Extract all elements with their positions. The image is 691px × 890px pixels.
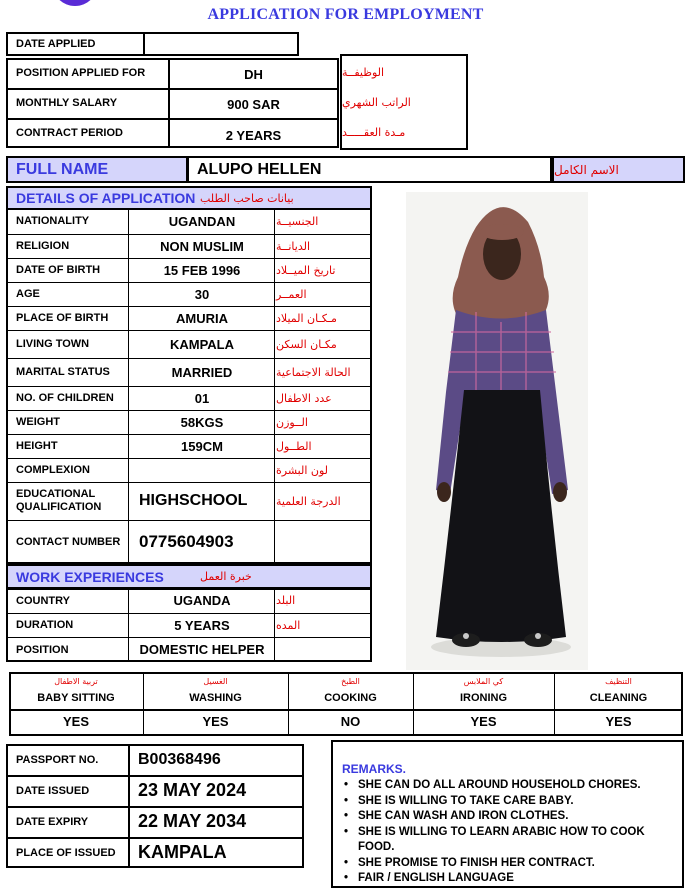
detail-value: 01 bbox=[194, 390, 210, 406]
remark-item: • SHE CAN DO ALL AROUND HOUSEHOLD CHORES. bbox=[344, 779, 641, 791]
skill-label: COOKING bbox=[324, 692, 377, 704]
work-arabic-label: المده bbox=[276, 618, 301, 632]
passport-value: 23 MAY 2024 bbox=[138, 780, 247, 800]
skill-header-cell bbox=[554, 672, 683, 709]
detail-value: MARRIED bbox=[171, 364, 233, 380]
position-value: DH bbox=[244, 66, 263, 82]
skill-value: NO bbox=[340, 714, 361, 729]
passport-label: DATE ISSUED bbox=[16, 784, 90, 797]
skill-label: CLEANING bbox=[589, 692, 648, 704]
passport-label: DATE EXPIRY bbox=[16, 815, 89, 828]
detail-value bbox=[130, 458, 274, 482]
detail-label: COMPLEXION bbox=[16, 463, 90, 476]
detail-arabic-label: الطــول bbox=[276, 439, 312, 453]
work-label: POSITION bbox=[16, 643, 69, 656]
detail-label: DATE OF BIRTH bbox=[16, 263, 101, 276]
column-divider bbox=[128, 588, 129, 662]
contract-value: 2 YEARS bbox=[225, 127, 282, 143]
work-value: 5 YEARS bbox=[174, 617, 230, 633]
work-section-title: WORK EXPERIENCES bbox=[16, 568, 164, 585]
skill-arabic-label: الغسيل bbox=[203, 677, 228, 686]
skill-value: YES bbox=[605, 714, 632, 729]
work-label: COUNTRY bbox=[16, 594, 70, 607]
detail-label: EDUCATIONAL QUALIFICATION bbox=[16, 488, 102, 513]
details-section-title-arabic: بيانات صاحب الطلب bbox=[200, 191, 294, 205]
detail-arabic-label: الــوزن bbox=[276, 415, 308, 429]
contract-label: CONTRACT PERIOD bbox=[16, 127, 123, 139]
detail-label: RELIGION bbox=[16, 239, 70, 252]
work-section-title-arabic: خبرة العمل bbox=[200, 570, 252, 583]
skill-header-cell bbox=[413, 672, 554, 709]
work-label: DURATION bbox=[16, 619, 74, 631]
salary-value: 900 SAR bbox=[227, 96, 280, 112]
detail-label: HEIGHT bbox=[16, 439, 58, 452]
skill-arabic-label: تربية الاطفال bbox=[54, 677, 98, 686]
work-arabic-label bbox=[276, 637, 370, 662]
skill-value: YES bbox=[62, 714, 89, 729]
remarks-box bbox=[331, 740, 684, 888]
remarks-list bbox=[344, 778, 679, 887]
remarks-title: REMARKS. bbox=[342, 762, 407, 776]
work-value: UGANDA bbox=[173, 593, 231, 608]
detail-label: NATIONALITY bbox=[16, 214, 90, 227]
passport-label: PASSPORT NO. bbox=[16, 753, 99, 766]
applicant-photo bbox=[406, 192, 588, 670]
detail-arabic-label: الدرجة العلمية bbox=[276, 494, 341, 508]
detail-label: LIVING TOWN bbox=[16, 337, 90, 350]
detail-label: WEIGHT bbox=[16, 415, 60, 428]
detail-value: 15 FEB 1996 bbox=[163, 262, 241, 278]
salary-arabic-label: الراتب الشهري bbox=[342, 95, 411, 109]
detail-label: AGE bbox=[16, 287, 40, 300]
skill-header-cell bbox=[143, 672, 288, 709]
detail-arabic-label bbox=[276, 520, 370, 564]
column-divider bbox=[128, 208, 129, 564]
column-divider bbox=[274, 208, 275, 564]
passport-value: B00368496 bbox=[138, 750, 221, 768]
detail-label: MARITAL STATUS bbox=[16, 365, 110, 378]
detail-arabic-label: تاريخ الميــلاد bbox=[276, 263, 336, 277]
detail-label: NO. OF CHILDREN bbox=[16, 391, 114, 404]
remark-item: • SHE IS WILLING TO LEARN ARABIC HOW TO COOK FOOD. bbox=[344, 825, 645, 853]
detail-arabic-label: العمــر bbox=[276, 287, 307, 301]
remark-item: • SHE CAN WASH AND IRON CLOTHES. bbox=[344, 810, 569, 822]
work-value: DOMESTIC HELPER bbox=[139, 642, 265, 657]
detail-arabic-label: مـكـان الميلاد bbox=[276, 311, 337, 325]
contract-arabic-label: مـدة العقـــــد bbox=[342, 125, 406, 139]
detail-value: HIGHSCHOOL bbox=[139, 492, 248, 509]
skill-arabic-label: التنظيف bbox=[605, 677, 632, 686]
detail-value: AMURIA bbox=[176, 310, 228, 326]
skill-label: BABY SITTING bbox=[37, 692, 115, 704]
full-name-value: ALUPO HELLEN bbox=[197, 160, 322, 178]
skill-header-cell bbox=[288, 672, 413, 709]
detail-arabic-label: الحالة الاجتماعية bbox=[276, 365, 351, 379]
detail-value: 30 bbox=[194, 286, 210, 302]
salary-label: MONTHLY SALARY bbox=[16, 97, 118, 109]
detail-label: PLACE OF BIRTH bbox=[16, 311, 109, 324]
detail-arabic-label: عدد الاطفال bbox=[276, 391, 332, 405]
detail-value: KAMPALA bbox=[169, 336, 235, 352]
detail-arabic-label: مكـان السكن bbox=[276, 337, 337, 351]
skill-label: WASHING bbox=[189, 692, 242, 704]
skill-arabic-label: الطبخ bbox=[341, 677, 360, 686]
detail-value: UGANDAN bbox=[168, 213, 236, 229]
passport-label: PLACE OF ISSUED bbox=[16, 846, 116, 859]
full-name-label: FULL NAME bbox=[16, 160, 109, 178]
column-divider bbox=[274, 588, 275, 662]
passport-value: KAMPALA bbox=[138, 842, 227, 862]
details-section-title: DETAILS OF APPLICATION bbox=[16, 190, 196, 206]
detail-value: 159CM bbox=[181, 438, 223, 454]
skill-arabic-label: كي الملابس bbox=[463, 677, 504, 686]
skill-value: YES bbox=[202, 714, 229, 729]
page-title: APPLICATION FOR EMPLOYMENT bbox=[207, 6, 484, 23]
skill-value: YES bbox=[470, 714, 497, 729]
detail-value: 0775604903 bbox=[139, 532, 234, 551]
full-name-arabic-label: الاسم الكامل bbox=[554, 162, 619, 177]
skill-header-cell bbox=[9, 672, 143, 709]
detail-value: 58KGS bbox=[180, 414, 224, 430]
skill-label: IRONING bbox=[459, 692, 508, 704]
detail-label: CONTACT NUMBER bbox=[16, 535, 121, 548]
position-label: POSITION APPLIED FOR bbox=[16, 67, 146, 79]
position-arabic-label: الوظيفــة bbox=[342, 65, 385, 79]
passport-value: 22 MAY 2034 bbox=[138, 811, 247, 831]
date-applied-value bbox=[145, 34, 297, 54]
applicant-photo-icon bbox=[406, 192, 588, 670]
work-arabic-label: البلد bbox=[276, 594, 296, 607]
detail-arabic-label: الديانــة bbox=[276, 239, 310, 253]
remark-item: • SHE IS WILLING TO TAKE CARE BABY. bbox=[344, 794, 574, 807]
remark-item: • FAIR / ENGLISH LANGUAGE bbox=[344, 872, 514, 884]
date-applied-label: DATE APPLIED bbox=[16, 38, 96, 50]
detail-value: NON MUSLIM bbox=[160, 238, 244, 254]
detail-arabic-label: لون البشرة bbox=[276, 463, 328, 477]
detail-arabic-label: الجنسيــة bbox=[276, 214, 319, 228]
remark-item: • SHE PROMISE TO FINISH HER CONTRACT. bbox=[344, 856, 595, 869]
